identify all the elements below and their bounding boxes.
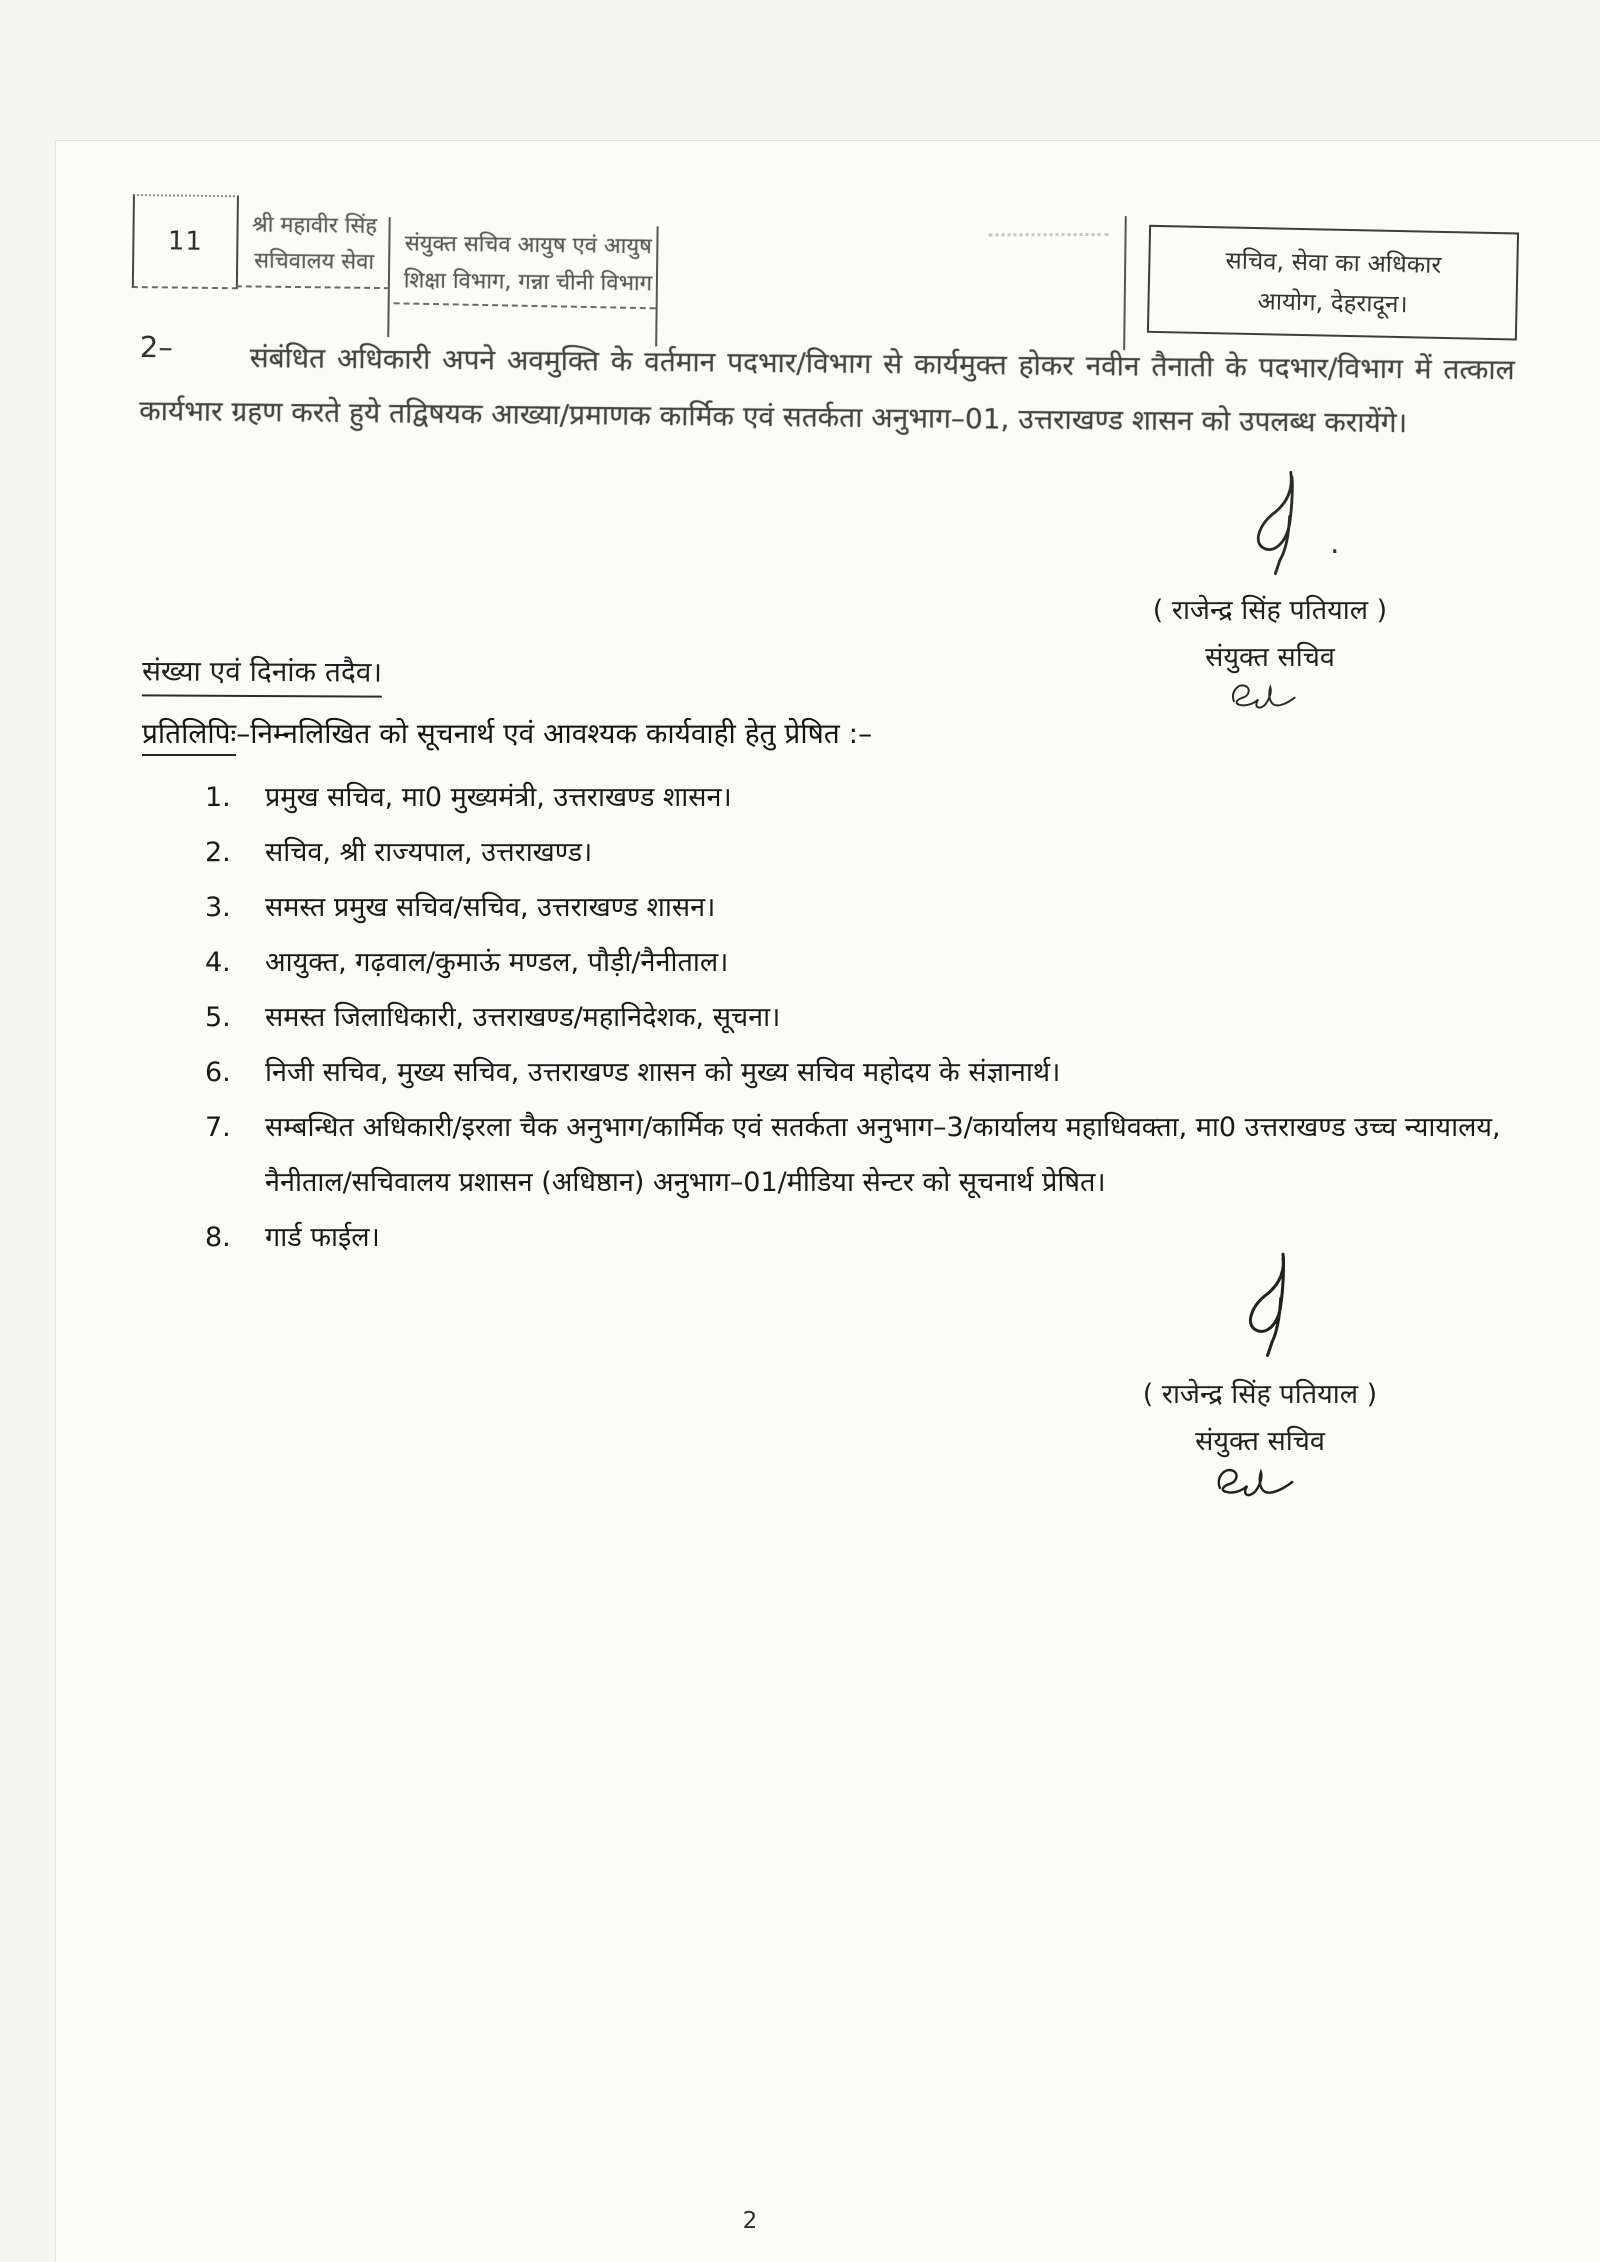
list-item-text: समस्त जिलाधिकारी, उत्तराखण्ड/महानिदेशक, सूचना। <box>265 1002 781 1033</box>
signatory-name: ( राजेन्द्र सिंह पतियाल ) <box>1142 1379 1378 1410</box>
copy-label: प्रतिलिपिः <box>142 717 236 756</box>
list-item-text: आयुक्त, गढ़वाल/कुमाऊं मण्डल, पौड़ी/नैनीताल। <box>265 947 729 978</box>
scan-artifact-dots <box>989 233 1109 237</box>
serial-number: 11 <box>167 226 204 257</box>
list-item <box>205 1100 1520 1210</box>
paper-edge-vertical <box>55 140 56 2262</box>
paragraph-2 <box>139 330 1515 451</box>
signature-block-1 <box>1030 468 1510 714</box>
list-item <box>205 770 1520 825</box>
list-item-number: 6. <box>205 1057 231 1088</box>
list-item-text: गार्ड फाईल। <box>265 1222 380 1253</box>
scan-dot-artifact: . <box>1330 526 1340 561</box>
signatory-designation: संयुक्त सचिव <box>1195 1426 1325 1457</box>
copy-text: –निम्नलिखित को सूचनार्थ एवं आवश्यक कार्यवाही हेतु प्रेषित :– <box>236 717 873 750</box>
list-item <box>205 880 1520 935</box>
list-item <box>205 935 1520 990</box>
list-item-text: प्रमुख सचिव, मा0 मुख्यमंत्री, उत्तराखण्ड शासन। <box>265 782 732 813</box>
table-cell-current-post <box>400 225 657 302</box>
current-post-line1: संयुक्त सचिव आयुष एवं आयुष <box>404 231 653 260</box>
list-item-number: 5. <box>205 1002 231 1033</box>
scan-margin-top <box>0 0 1600 140</box>
signatory-name: ( राजेन्द्र सिंह पतियाल ) <box>1152 595 1388 626</box>
list-item <box>205 825 1520 880</box>
list-item-number: 7. <box>205 1112 231 1143</box>
list-item <box>205 1045 1520 1100</box>
table-dashed-border <box>394 302 656 309</box>
copy-distribution-line <box>142 714 872 752</box>
table-cell-serial <box>132 194 239 289</box>
signature-block-2 <box>1020 1252 1500 1502</box>
table-column-divider <box>1123 216 1127 350</box>
signature-icon <box>1239 1252 1305 1362</box>
officer-name-line1: श्री महावीर सिंह <box>251 212 378 239</box>
list-item-number: 1. <box>205 782 231 813</box>
list-item <box>205 990 1520 1045</box>
initials-icon <box>1227 678 1305 714</box>
new-post-line1: सचिव, सेवा का अधिकार <box>1225 246 1442 279</box>
page-number: 2 <box>742 2208 758 2234</box>
paragraph-2-text: संबंधित अधिकारी अपने अवमुक्ति के वर्तमान पदभार/विभाग से कार्यमुक्त होकर नवीन तैनाती के पदभार/विभाग में तत्काल कार्यभार ग्रहण करते हुये तद्विषयक आख्या/प्रमाणक कार्मिक एवं सतर्कता अनुभाग–01, उत्तराखण्ड शासन को उपलब्ध करायेंगे। <box>139 341 1515 440</box>
paper-edge-horizontal <box>55 140 1600 141</box>
list-item-text: समस्त प्रमुख सचिव/सचिव, उत्तराखण्ड शासन। <box>265 892 716 923</box>
scan-margin-left <box>0 140 55 2262</box>
initials-icon <box>1212 1462 1300 1502</box>
reference-line <box>142 652 382 697</box>
list-item-text: निजी सचिव, मुख्य सचिव, उत्तराखण्ड शासन को मुख्य सचिव महोदय के संज्ञानार्थ। <box>265 1057 1061 1088</box>
paragraph-2-number: 2– <box>139 330 173 365</box>
list-item-number: 8. <box>205 1222 231 1253</box>
table-column-divider <box>655 226 658 346</box>
list-item-number: 2. <box>205 837 231 868</box>
table-cell-officer-name <box>236 207 393 281</box>
table-dashed-border <box>236 285 390 289</box>
current-post-line2: शिक्षा विभाग, गन्ना चीनी विभाग <box>403 268 653 297</box>
new-post-line2: आयोग, देहरादून। <box>1257 287 1408 319</box>
table-cell-new-post <box>1147 225 1519 341</box>
signature-icon <box>1249 468 1315 578</box>
reference-line-text: संख्या एवं दिनांक तदैव। <box>142 651 382 697</box>
recipients-list <box>205 770 1520 1265</box>
list-item-number: 3. <box>205 892 231 923</box>
list-item-number: 4. <box>205 947 231 978</box>
list-item-text: सचिव, श्री राज्यपाल, उत्तराखण्ड। <box>265 837 593 868</box>
officer-name-line2: सचिवालय सेवा <box>254 248 375 275</box>
list-item-text: सम्बन्धित अधिकारी/इरला चैक अनुभाग/कार्मिक एवं सतर्कता अनुभाग–3/कार्यालय महाधिवक्ता, मा0 उत्तराखण्ड उच्च न्यायालय, नैनीताल/सचिवालय प्रशासन (अधिष्ठान) अनुभाग–01/मीडिया सेन्टर को सूचनार्थ प्रेषित। <box>265 1112 1501 1198</box>
signatory-designation: संयुक्त सचिव <box>1205 642 1335 673</box>
